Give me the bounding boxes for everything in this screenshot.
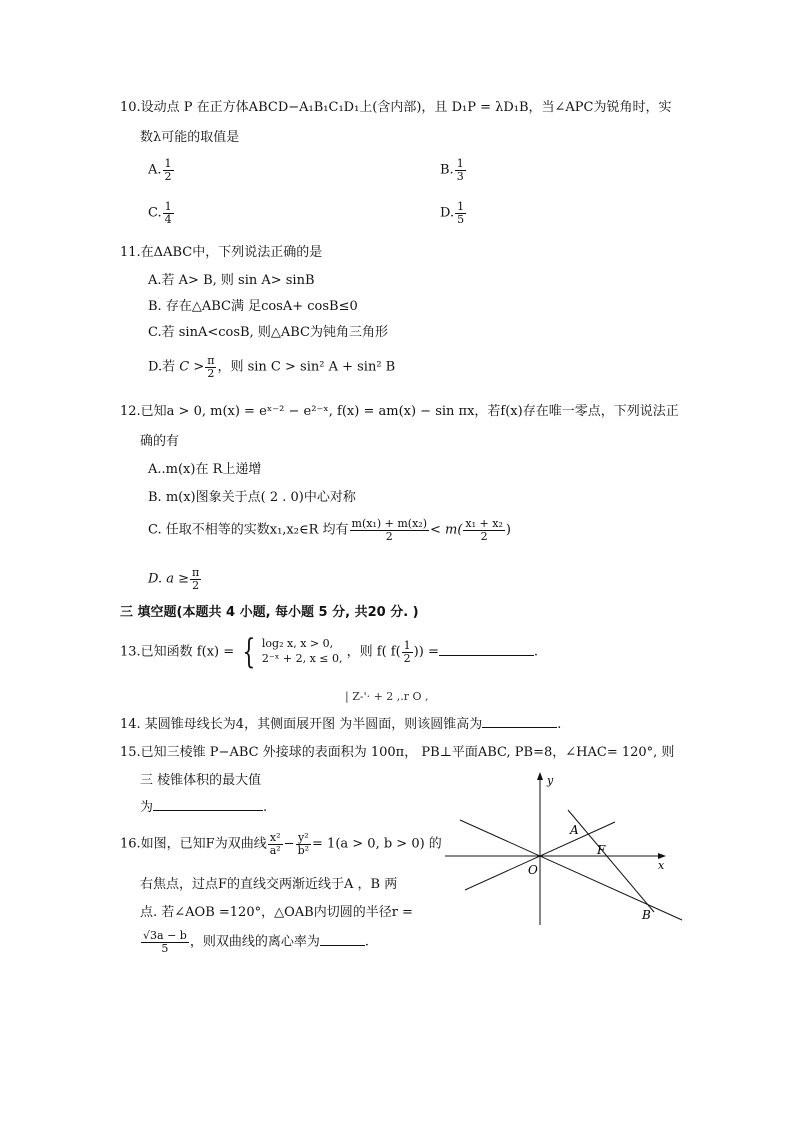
q15-line1: 15.已知三棱锥 P−ABC 外接球的表面积为 100π， PB⊥平面ABC, PB=8，∠HAC= 120°, 则 (120, 745, 675, 760)
section-3-title: 三 填空题(本题共 4 小题, 每小题 5 分, 共20 分. ) (120, 605, 419, 620)
q16-answer-blank[interactable] (320, 945, 365, 946)
q13-answer-blank[interactable] (439, 655, 534, 656)
label-F: F (597, 843, 606, 857)
q14-line: 14. 某圆锥母线长为4，其侧面展开图 为半圆面，则该圆锥高为 . (120, 717, 562, 732)
label-B: B (642, 908, 651, 922)
line-through-F (568, 810, 654, 912)
q11-stem: 11.在ΔABC中，下列说法正确的是 (120, 245, 323, 260)
q15-line3: 为 . (140, 800, 268, 815)
q10-option-a[interactable]: A. $\frac{1}{2}$ (148, 157, 172, 183)
q11-option-a[interactable]: A.若 A> B, 则 sin A> sinB (148, 273, 315, 288)
q12-option-b[interactable]: B. m(x)图象关于点( 2 . 0)中心对称 (148, 490, 356, 505)
q10-option-c[interactable]: C. $\frac{1}{4}$ (148, 200, 172, 226)
q10-option-d[interactable]: D. $\frac{1}{5}$ (440, 200, 465, 226)
q15-line2: 三 棱锥体积的最大值 (140, 773, 262, 788)
q16-line1: 16.如图，已知F为双曲线 $\frac{\text{x²}}{\text{a²}}$ − $\frac{\text{y²}}{\text{b²}}$ = 1(a > 0, b > 0) 的 (120, 831, 442, 857)
q16-line4: $\frac{√3a - b}{5}$ ，则双曲线的离心率为 . (143, 929, 369, 955)
q11-option-b[interactable]: B. 存在△ABC满 足cosA+ cosB≤0 (148, 299, 358, 314)
q12-option-c[interactable]: C. 任取不相等的实数x₁,x₂∈R 均有 $\frac{\text{m(x₁) + m(x₂)}}{2}$ < m( $\frac{\text{x₁ + x₂}}{2}$ ) (148, 517, 511, 543)
q13-scan-artifact: | Z-'· + 2 ,.r O , (345, 690, 429, 703)
q12-option-d[interactable]: D. a ≥ $\frac{\pi}{2}$ (148, 566, 200, 592)
q16-line3: 点. 若∠AOB =120°，△OAB内切圆的半径r = (140, 905, 413, 920)
q13-line: 13.已知函数 f(x) = { log₂ x, x > 0, 2⁻ˣ + 2, x ≤ 0, ，则 f( f( $\frac{1}{2}$ )) = . (120, 632, 538, 672)
q12-option-a[interactable]: A..m(x)在 R上递增 (148, 462, 262, 477)
label-y: y (547, 774, 554, 787)
q10-line1: 10.设动点 P 在正方体ABCD−A₁B₁C₁D₁上(含内部)，且 D₁P = λD₁B，当∠APC为锐角时，实 (120, 100, 672, 115)
q11-option-d[interactable]: D.若 C > $\frac{\pi}{2}$ ，则 sin C > sin² A + sin² B (148, 354, 396, 380)
q15-answer-blank[interactable] (153, 810, 263, 811)
label-O: O (528, 863, 538, 877)
label-A: A (570, 823, 579, 837)
q14-answer-blank[interactable] (482, 727, 557, 728)
label-x: x (658, 859, 665, 872)
hyperbola-figure (440, 770, 690, 930)
q12-line2: 确的有 (140, 434, 180, 449)
q12-line1: 12.已知a > 0, m(x) = eˣ⁻² − e²⁻ˣ, f(x) = am(x) − sin πx，若f(x)存在唯一零点，下列说法正 (120, 404, 679, 419)
q10-line2: 数λ可能的取值是 (140, 130, 240, 145)
q11-option-c[interactable]: C.若 sinA<cosB, 则△ABC为钝角三角形 (148, 325, 388, 340)
q10-option-b[interactable]: B. $\frac{1}{3}$ (440, 157, 464, 183)
q16-line2: 右焦点，过点F的直线交两渐近线于A ，B 两 (140, 877, 398, 892)
y-axis-arrow (537, 772, 543, 780)
